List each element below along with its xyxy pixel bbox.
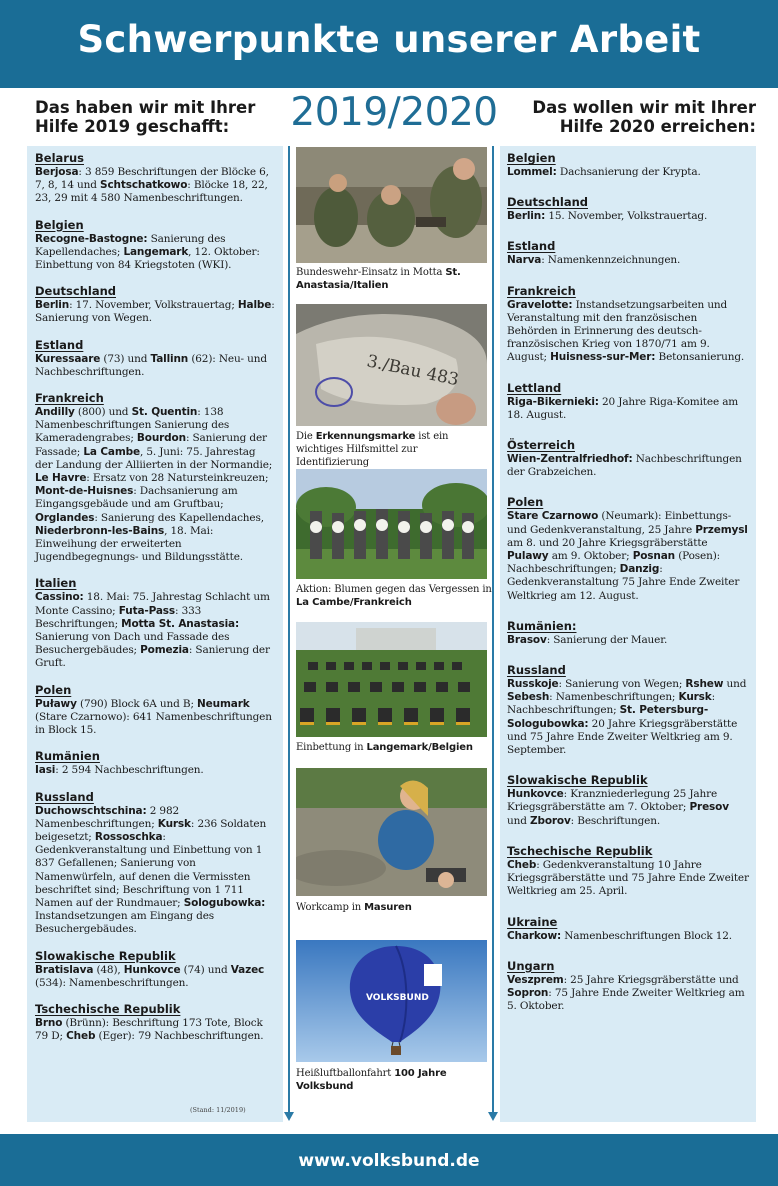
right-entry-place: Przemysl [695, 523, 748, 536]
right-entry-place: Cheb [507, 858, 537, 871]
header-band [0, 0, 778, 88]
left-entry-place: Bourdon [136, 432, 186, 445]
right-entry-place: Gravelotte: [507, 298, 573, 311]
left-entry-text: (Eger): 79 Nachbeschriftungen. [95, 1030, 264, 1043]
left-entry-text: : Blöcke 18, 22, 23, 29 mit 4 580 Namenbeschriftungen. [35, 179, 268, 205]
right-country-text [507, 299, 750, 365]
left-entry-text: (Stare Czarnowo): 641 Namenbeschriftungen in Block 15. [35, 710, 272, 737]
right-entry-text: : Nachbeschriftungen; [507, 691, 715, 717]
right-entry-text: : Namenbeschriftungen; [549, 691, 679, 704]
left-entry-place: Tallinn [150, 352, 189, 365]
right-country-section [507, 915, 750, 943]
right-country-section [507, 663, 750, 757]
right-entry-place: Kursk [678, 691, 712, 704]
tag-inscription: 3./Bau 483 [364, 351, 461, 391]
left-entry-place: Recogne-Bastogne: [35, 232, 148, 245]
left-entry-text: (800) und [74, 406, 132, 419]
right-country-heading: Tschechische Republik [507, 843, 653, 858]
left-entry-place: Motta St. Anastasia: [121, 617, 239, 630]
caption-photo-5 [296, 901, 492, 914]
left-entry-place: Vazec [230, 963, 265, 976]
right-entry-text: Namenbeschriftungen Block 12. [561, 929, 732, 942]
right-country-section [507, 959, 750, 1014]
right-entry-text: 20 Jahre Riga-Komitee am 18. August. [507, 395, 739, 421]
right-country-text [507, 254, 750, 267]
caption-photo-3 [296, 583, 492, 609]
left-entry-place: Duchowschtschina: [35, 804, 147, 817]
right-country-section [507, 495, 750, 602]
caption-place: St. Anastasia/Italien [296, 267, 461, 291]
left-country-text [35, 406, 276, 564]
left-country-heading: Italien [35, 576, 77, 591]
left-entry-text: (62): Neu- und Nachbeschriftungen. [35, 352, 267, 378]
right-country-section [507, 195, 750, 223]
right-country-text [507, 974, 750, 1014]
left-country-heading: Slowakische Republik [35, 948, 176, 963]
right-heading [506, 98, 756, 136]
right-entry-place: Stare Czarnowo [507, 510, 599, 523]
left-entry-text: : Sanierung der Fassade; [35, 432, 267, 458]
right-country-section [507, 239, 750, 267]
right-country-section [507, 381, 750, 422]
right-country-heading: Ungarn [507, 958, 555, 973]
left-entry-text: : 333 Beschriftungen; [35, 604, 202, 630]
caption-photo-6 [296, 1067, 492, 1093]
right-country-heading: Slowakische Republik [507, 773, 648, 788]
caption-photo-1 [296, 266, 492, 292]
left-entry-text: (73) und [100, 352, 151, 365]
caption-photo-4 [296, 741, 492, 754]
right-country-text [507, 788, 750, 828]
left-entry-place: Puławy [35, 697, 77, 710]
left-entry-place: Sologubowka: [183, 896, 266, 909]
left-entry-text: (Brünn): Beschriftung 173 Tote, Block 79 D; [35, 1016, 263, 1043]
footer-band [0, 1134, 778, 1186]
left-entry-place: Andilly [35, 406, 75, 419]
right-country-text [507, 453, 750, 479]
left-heading-line-1: Das haben wir mit Ihrer [35, 98, 256, 117]
left-country-section [35, 284, 276, 325]
left-entry-place: Iasi [35, 764, 56, 777]
right-entry-text: am 8. und 20 Jahre Kriegsgräberstätte [507, 536, 708, 549]
timeline-line-right [492, 146, 494, 1116]
right-country-text [507, 859, 750, 899]
right-country-text [507, 510, 750, 602]
right-country-heading: Rumänien: [507, 618, 577, 633]
left-entry-text: Instandsetzungen am Eingang des Besuchergebäudes. [35, 910, 214, 936]
photo-langemark [296, 622, 487, 737]
left-entry-text: , 12. Oktober: Einbettung von 84 Kriegstoten (WKI). [35, 245, 260, 272]
left-country-section [35, 1002, 276, 1043]
left-entry-place: Cassino: [35, 591, 84, 604]
right-country-text [507, 930, 750, 943]
left-entry-place: Cheb [66, 1030, 96, 1043]
caption-place: 100 Jahre Volksbund [296, 1068, 447, 1092]
left-country-heading: Russland [35, 789, 94, 804]
caption-text: Die [296, 431, 316, 442]
right-entry-text: 20 Jahre Kriegsgräberstätte und 75 Jahre Ende Zweiter Weltkrieg am 9. September. [507, 717, 738, 757]
right-country-heading: Österreich [507, 438, 576, 453]
left-country-section [35, 683, 276, 738]
right-country-heading: Lettland [507, 380, 562, 395]
balloon-lettering: VOLKSBUND [366, 993, 429, 1003]
caption-place: La Cambe/Frankreich [296, 597, 412, 608]
left-entry-text: (790) Block 6A und B; [76, 697, 198, 710]
left-country-heading: Deutschland [35, 284, 116, 299]
left-entry-place: Halbe [237, 299, 272, 312]
left-country-text [35, 1017, 276, 1043]
right-country-heading: Deutschland [507, 195, 588, 210]
left-entry-text: : Dachsanierung am Eingangsgebäude und am Gruftbau; [35, 485, 238, 511]
caption-place: Erkennungsmarke [315, 431, 416, 442]
left-entry-text: 18. Mai: 75. Jahrestag Schlacht um Monte Cassino; [35, 591, 270, 617]
right-entry-place: Narva [507, 254, 542, 267]
photo-la-cambe [296, 469, 487, 579]
right-country-heading: Ukraine [507, 914, 558, 929]
right-entry-place: Sebesh [507, 691, 550, 704]
left-country-text [35, 805, 276, 937]
right-entry-place: Lommel: [507, 166, 557, 178]
left-country-text [35, 299, 276, 325]
stand-note: (Stand: 11/2019) [190, 1106, 246, 1114]
left-heading [35, 98, 275, 136]
right-entry-place: Veszprem [507, 973, 564, 986]
right-entry-text: 15. November, Volkstrauertag. [545, 210, 708, 223]
year-label: 2019/2020 [290, 90, 498, 135]
left-entry-place: Langemark [123, 245, 189, 258]
right-entry-place: Russkoje [507, 678, 559, 691]
left-entry-text: : Gedenkveranstaltung und Einbettung von 1 837 Gefallenen; Sanierung von Namenwürfeln, auf denen die Vermissten beschriftet sind; Beschriftung von 1 711 Namen auf der Rundmauer; [35, 830, 263, 909]
left-country-heading: Belgien [35, 217, 84, 232]
right-entry-text: : Kranzniederlegung 25 Jahre Kriegsgräberstätte am 7. Oktober; [507, 788, 718, 814]
right-entry-text: : Sanierung der Mauer. [546, 633, 668, 646]
left-country-section [35, 790, 276, 937]
left-country-section [35, 749, 276, 777]
right-country-heading: Frankreich [507, 283, 576, 298]
right-entry-text: und [723, 678, 747, 691]
timeline-arrow-left [284, 1112, 294, 1121]
right-entry-place: Hunkovce [507, 788, 564, 801]
right-country-text [507, 210, 750, 223]
right-entry-place: Zborov [529, 814, 571, 827]
left-entry-place: Futa-Pass [118, 604, 175, 617]
left-entry-text: : 138 Namenbeschriftungen Sanierung des Kameradengrabes; [35, 406, 230, 445]
caption-text: Einbettung in [296, 742, 367, 753]
left-country-section [35, 218, 276, 273]
right-entry-text: : Gedenkveranstaltung 10 Jahre Kriegsgräberstätte und 75 Jahre Ende Zweiter Weltkrieg am 25. April. [507, 858, 749, 898]
right-entry-text: Instandsetzungsarbeiten und Veranstaltung mit den französischen Behörden in Erinnerung des deutsch-französischen Krieg von 1870/71 am 9. August; [507, 298, 728, 364]
left-country-section [35, 338, 276, 379]
right-entry-text: Betonsanierung. [655, 351, 745, 364]
left-entry-place: Neumark [197, 697, 250, 710]
left-entry-text: : 17. November, Volkstrauertag; [69, 299, 238, 312]
right-entry-place: Berlin: [507, 210, 546, 223]
right-country-heading: Russland [507, 663, 566, 678]
right-entry-text: : 25 Jahre Kriegsgräberstätte und [563, 973, 739, 986]
left-heading-line-2: Hilfe 2019 geschafft: [35, 117, 230, 136]
right-entry-text: Nachbeschriftungen der Grabzeichen. [507, 453, 742, 479]
left-entry-place: Mont-de-Huisnes [35, 485, 134, 498]
left-country-text [35, 353, 276, 379]
left-entry-place: Orglandes [35, 511, 95, 524]
left-entry-place: Rossoschka [94, 830, 163, 843]
right-entry-text: (Posen): Nachbeschriftungen; [507, 550, 721, 576]
right-country-text [507, 166, 750, 179]
timeline-line-left [288, 146, 290, 1116]
left-entry-place: Niederbronn-les-Bains [35, 524, 165, 537]
left-entry-place: Pomezia [140, 644, 189, 657]
left-entry-place: La Cambe [83, 445, 140, 458]
caption-text: Heißluftballonfahrt [296, 1068, 395, 1079]
left-country-heading: Frankreich [35, 391, 104, 406]
right-country-section [507, 151, 750, 179]
right-entry-place: Presov [689, 801, 729, 814]
left-entry-place: Berjosa [35, 166, 79, 178]
left-country-text [35, 591, 276, 670]
left-entry-place: Bratislava [35, 963, 94, 976]
left-country-text [35, 698, 276, 738]
right-entry-text: : Namenkennzeichnungen. [541, 254, 681, 267]
photo-bundeswehr-motta [296, 147, 487, 263]
left-entry-place: Kursk [157, 817, 191, 830]
right-entry-place: Posnan [632, 550, 675, 563]
photo-masuren [296, 768, 487, 896]
caption-text: Workcamp in [296, 902, 365, 913]
right-entry-place: Rshew [685, 678, 724, 691]
right-heading-line-2: Hilfe 2020 erreichen: [559, 117, 756, 136]
left-entry-text: , 18. Mai: Einweihung der erweiterten Jugendbegegnungs- und Bildungsstätte. [35, 524, 243, 564]
left-country-text [35, 166, 276, 206]
right-country-section [507, 844, 750, 899]
right-entry-text: Dachsanierung der Krypta. [556, 166, 701, 178]
left-entry-text: , 5. Juni: 75. Jahrestag der Landung der Alliierten in der Normandie; [35, 445, 273, 471]
right-entry-place: Charkow: [507, 929, 562, 942]
left-country-section [35, 949, 276, 990]
caption-text: Bundeswehr-Einsatz in Motta [296, 267, 446, 278]
caption-place: Langemark/Belgien [366, 742, 473, 753]
caption-place: Masuren [364, 902, 412, 913]
caption-photo-2 [296, 430, 492, 469]
left-entry-text: : Sanierung von Wegen. [35, 299, 275, 325]
left-country-text [35, 964, 276, 990]
left-country-heading: Polen [35, 682, 72, 697]
left-entry-text: : 2 594 Nachbeschriftungen. [55, 764, 204, 777]
left-country-section [35, 151, 276, 206]
right-entry-text: am 9. Oktober; [548, 550, 633, 563]
right-entry-place: Riga-Bikernieki: [507, 395, 599, 408]
right-country-text [507, 396, 750, 422]
right-country-section [507, 284, 750, 365]
left-country-heading: Estland [35, 337, 84, 352]
right-entry-text: und [507, 814, 530, 827]
right-entry-place: Pulawy [507, 550, 549, 563]
right-entry-text: : Sanierung von Wegen; [558, 678, 686, 691]
left-entry-text: (534): Namenbeschriftungen. [35, 976, 189, 989]
left-entry-place: St. Quentin [131, 406, 198, 419]
left-entry-text: : Sanierung der Gruft. [35, 644, 270, 670]
left-country-text [35, 233, 276, 273]
left-country-section [35, 576, 276, 670]
right-country-section [507, 773, 750, 828]
left-entry-place: Kuressaare [35, 352, 101, 365]
right-country-text [507, 634, 750, 647]
right-country-heading: Estland [507, 239, 556, 254]
photo-erkennungsmarke [296, 304, 487, 426]
timeline-arrow-right [488, 1112, 498, 1121]
right-country-heading: Belgien [507, 151, 556, 165]
left-entry-place: Le Havre [35, 472, 87, 485]
right-country-section [507, 438, 750, 479]
right-entry-place: Sopron [507, 986, 549, 999]
left-entry-text: (74) und [180, 963, 231, 976]
left-entry-place: Berlin [35, 299, 70, 312]
right-entry-place: Wien-Zentralfriedhof: [507, 453, 633, 466]
right-country-text [507, 678, 750, 757]
caption-text: Aktion: Blumen gegen das Vergessen in [296, 584, 492, 595]
footer-url[interactable]: www.volksbund.de [298, 1151, 480, 1171]
right-entry-place: Brasov [507, 633, 547, 646]
goals-2020-panel [500, 146, 756, 1122]
left-entry-text: (48), [93, 963, 124, 976]
left-entry-place: Hunkovce [123, 963, 181, 976]
right-entry-place: Huisness-sur-Mer: [550, 351, 656, 364]
photo-balloon [296, 940, 487, 1062]
left-entry-text: : Ersatz von 28 Natursteinkreuzen; [86, 472, 269, 485]
right-entry-text: (Neumark): Einbettungs- und Gedenkveranstaltung, 25 Jahre [507, 510, 732, 536]
right-entry-text: : 75 Jahre Ende Zweiter Weltkrieg am 5. Oktober. [507, 986, 745, 1013]
right-country-heading: Polen [507, 495, 544, 510]
right-entry-text: : Beschriftungen. [570, 814, 661, 827]
left-country-text [35, 764, 276, 777]
left-country-heading: Rumänien [35, 749, 100, 764]
achievements-2019-panel [27, 146, 283, 1122]
left-entry-place: Brno [35, 1016, 63, 1029]
page-title: Schwerpunkte unserer Arbeit [77, 18, 701, 61]
left-entry-text: : 3 859 Beschriftungen der Blöcke 6, 7, 8, 14 und [35, 166, 269, 192]
left-entry-text: Sanierung von Dach und Fassade des Besuchergebäudes; [35, 631, 230, 657]
left-entry-text: Sanierung des Kapellendaches; [35, 232, 226, 258]
left-entry-place: Schtschatkowo [100, 179, 188, 192]
left-country-section [35, 391, 276, 564]
right-heading-line-1: Das wollen wir mit Ihrer [532, 98, 756, 117]
left-country-heading: Belarus [35, 151, 84, 165]
right-entry-text: : Gedenkveranstaltung 75 Jahre Ende Zweiter Weltkrieg am 12. August. [507, 563, 740, 602]
right-country-section [507, 619, 750, 647]
left-country-heading: Tschechische Republik [35, 1001, 181, 1016]
right-entry-place: St. Petersburg-Sologubowka: [507, 704, 709, 730]
left-entry-text: : 236 Soldaten beigesetzt; [35, 817, 267, 843]
left-entry-text: 2 982 Namenbeschriftungen; [35, 804, 180, 830]
caption-text: ist ein wichtiges Hilfsmittel zur Identifizierung [296, 431, 449, 468]
left-entry-text: : Sanierung des Kapellendaches, [94, 511, 264, 524]
right-entry-place: Danzig [619, 563, 660, 576]
